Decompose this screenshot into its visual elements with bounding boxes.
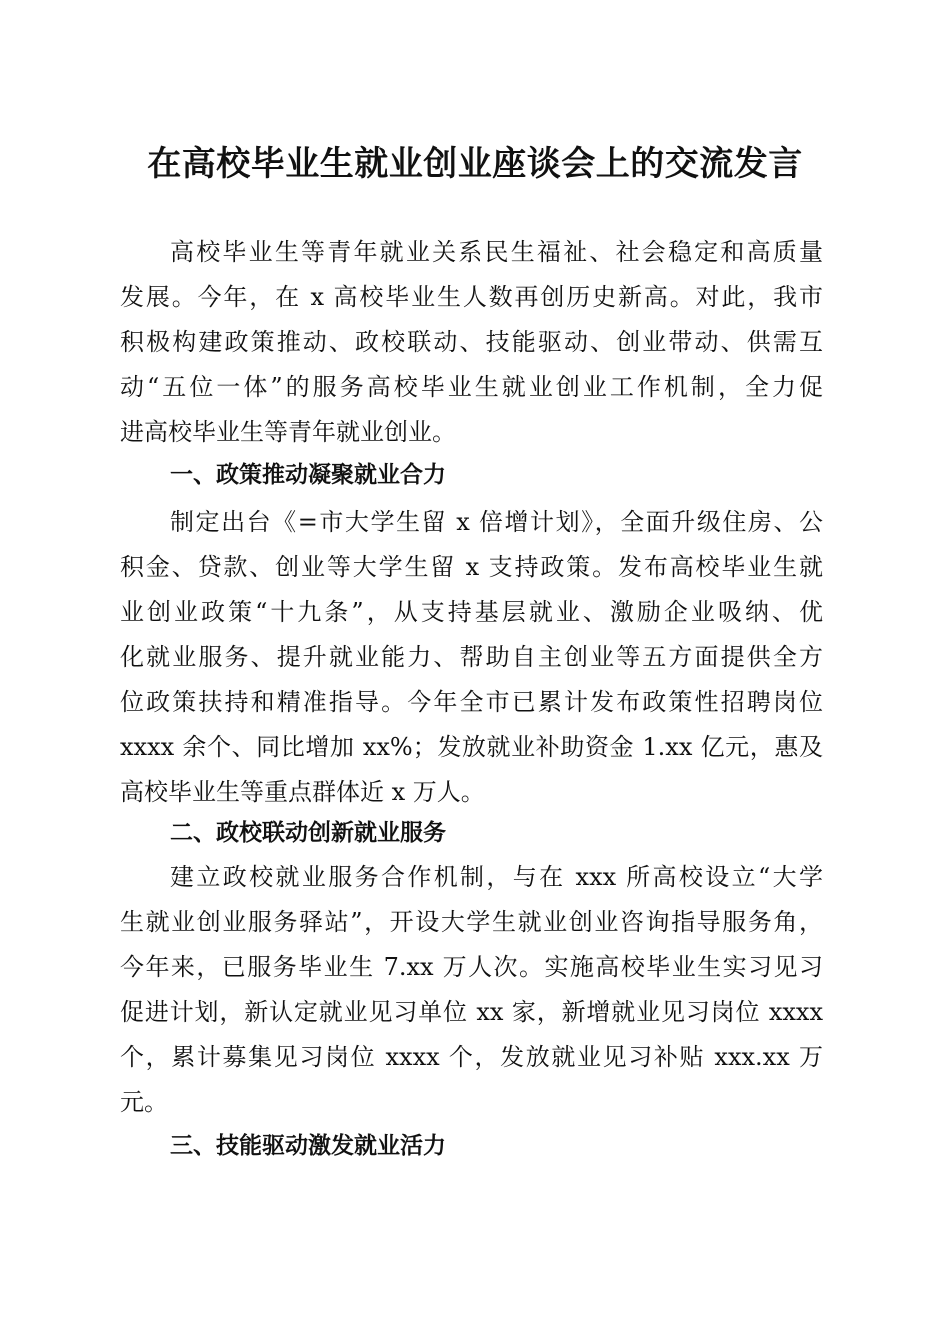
text-line: 元。 xyxy=(120,1088,168,1116)
paragraph-policy xyxy=(120,500,823,815)
text-line: 制定出台《=市大学生留 x 倍增计划》，全面升级住房、公 xyxy=(170,508,823,536)
section-heading-3: 三、技能驱动激发就业活力 xyxy=(170,1132,446,1159)
section-heading-2: 二、政校联动创新就业服务 xyxy=(170,819,446,846)
text-line: 位政策扶持和精准指导。今年全市已累计发布政策性招聘岗位 xyxy=(120,688,823,716)
text-line: 动“五位一体”的服务高校毕业生就业创业工作机制，全力促 xyxy=(120,373,823,401)
text-line: 业创业政策“十九条”，从支持基层就业、激励企业吸纳、优 xyxy=(120,598,823,626)
paragraph-intro xyxy=(120,230,823,455)
text-line: xxxx 余个、同比增加 xx%；发放就业补助资金 1.xx 亿元，惠及 xyxy=(120,733,823,761)
text-line: 个，累计募集见习岗位 xxxx 个，发放就业见习补贴 xxx.xx 万 xyxy=(120,1043,823,1071)
text-line: 促进计划，新认定就业见习单位 xx 家，新增就业见习岗位 xxxx xyxy=(120,998,823,1026)
text-line: 化就业服务、提升就业能力、帮助自主创业等五方面提供全方 xyxy=(120,643,823,671)
text-line: 生就业创业服务驿站”，开设大学生就业创业咨询指导服务角， xyxy=(120,908,823,936)
text-line: 发展。今年，在 x 高校毕业生人数再创历史新高。对此，我市 xyxy=(120,283,823,311)
text-line: 建立政校就业服务合作机制，与在 xxx 所高校设立“大学 xyxy=(170,863,823,891)
text-line: 进高校毕业生等青年就业创业。 xyxy=(120,418,456,446)
text-line: 高校毕业生等青年就业关系民生福祉、社会稳定和高质量 xyxy=(170,238,823,266)
document-title: 在高校毕业生就业创业座谈会上的交流发言 xyxy=(147,144,803,184)
text-line: 今年来，已服务毕业生 7.xx 万人次。实施高校毕业生实习见习 xyxy=(120,953,823,981)
text-line: 积极构建政策推动、政校联动、技能驱动、创业带动、供需互 xyxy=(120,328,823,356)
paragraph-service xyxy=(120,855,823,1125)
text-line: 高校毕业生等重点群体近 x 万人。 xyxy=(120,778,485,806)
section-heading-1: 一、政策推动凝聚就业合力 xyxy=(170,461,446,488)
text-line: 积金、贷款、创业等大学生留 x 支持政策。发布高校毕业生就 xyxy=(120,553,823,581)
